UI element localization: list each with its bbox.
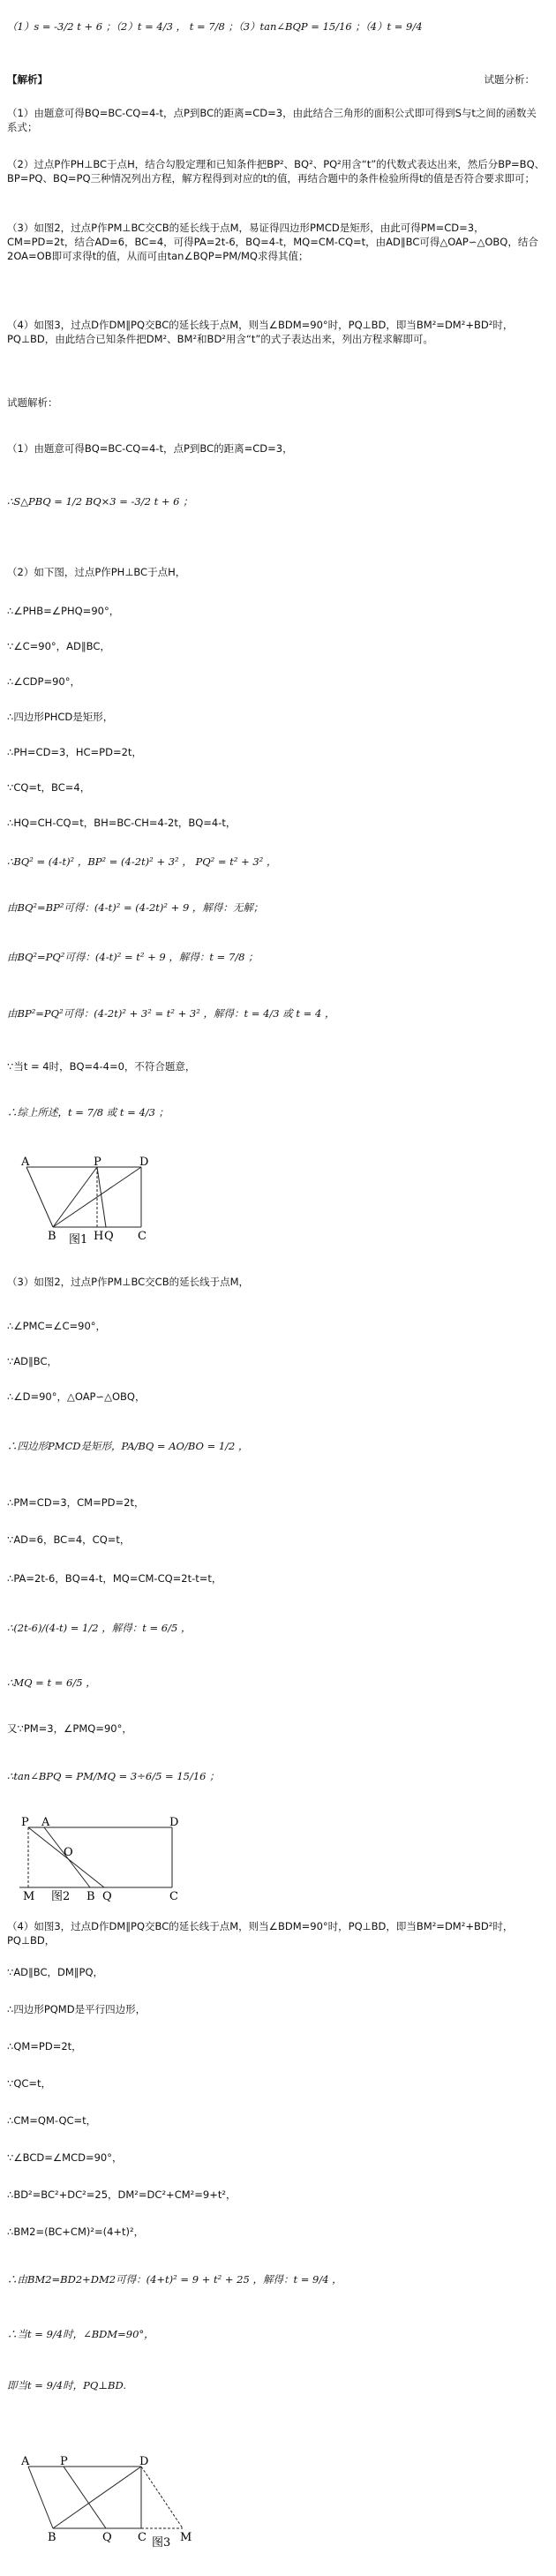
- part1-line1: （1）由题意可得BQ=BC-CQ=4-t，点P到BC的距离=CD=3，: [7, 442, 293, 455]
- part4-line8: ∴BD²=BC²+DC²=25，DM²=DC²+CM²=9+t²，: [7, 2188, 237, 2201]
- part4-line10: ∴由BM2=BD2+DM2可得：(4+t)² = 9 + t² + 25 ，解得：t = 9/4 ，: [7, 2273, 342, 2286]
- fig1-label-b: B: [48, 1230, 56, 1243]
- fig2-label-a: A: [41, 1817, 50, 1829]
- fig1-label-q: Q: [104, 1230, 114, 1243]
- fig1-label-d: D: [139, 1156, 149, 1169]
- fig3-label-p: P: [60, 2455, 68, 2468]
- fig1-label-h: H: [94, 1230, 104, 1243]
- part4-line3: ∴四边形PQMD是平行四边形，: [7, 2003, 147, 2015]
- part2-line14: ∴综上所述，t = 7/8 或 t = 4/3 ；: [7, 1106, 169, 1119]
- fig2-label-p: P: [21, 1817, 29, 1829]
- analysis-2: （2）过点P作PH⊥BC于点H，结合勾股定理和已知条件把BP²、BQ²、PQ²用含“t”的代数式表达出来，然后分BP=BQ、BP=PQ、BQ=PQ三种情况列出方程，解方程得到对应的t的值，再结合题中的条件检验所得t的值是否符合要求即可；: [7, 158, 545, 185]
- fig2-label-d: D: [169, 1817, 179, 1829]
- part2-line4: ∴∠CDP=90°，: [7, 675, 80, 688]
- figure-2: [18, 1817, 185, 1905]
- part4-line2: ∵AD∥BC，DM∥PQ，: [7, 1966, 104, 1978]
- analysis-header: 【解析】: [7, 73, 48, 86]
- part3-line11: 又∵PM=3，∠PMQ=90°，: [7, 1722, 132, 1735]
- fig3-caption: 图3: [152, 2536, 171, 2550]
- fig3-label-m: M: [180, 2531, 192, 2544]
- part3-line12: ∴tan∠BPQ = PM/MQ = 3÷6/5 = 15/16 ；: [7, 1770, 220, 1782]
- part2-line5: ∴四边形PHCD是矩形，: [7, 711, 114, 723]
- part4-line1: （4）如图3，过点D作DM∥PQ交BC的延长线于点M，则当∠BDM=90°时，PQ⊥BD，即当BM²=DM²+BD²时，PQ⊥BD，: [7, 1920, 514, 1947]
- part2-line3: ∵∠C=90°，AD∥BC，: [7, 640, 110, 652]
- fig3-label-a: A: [21, 2455, 30, 2468]
- analysis-4: （4）如图3，过点D作DM∥PQ交BC的延长线于点M，则当∠BDM=90°时，PQ⊥BD，即当BM²=DM²+BD²时，PQ⊥BD，由此结合已知条件把DM²、BM²和BD²用含“t”的式子表达出来，列出方程求解即可。: [7, 319, 514, 345]
- fig1-label-p: P: [94, 1156, 101, 1169]
- analysis-1: （1）由题意可得BQ=BC-CQ=4-t，点P到BC的距离=CD=3，由此结合三角形的面积公式即可得到S与t之间的函数关系式；: [7, 107, 537, 133]
- fig1-caption: 图1: [69, 1233, 88, 1245]
- part3-line6: ∴PM=CD=3，CM=PD=2t，: [7, 1496, 145, 1509]
- fig2-label-c: C: [169, 1890, 178, 1903]
- part3-line3: ∵AD∥BC，: [7, 1355, 58, 1367]
- fig1-label-c: C: [138, 1230, 147, 1243]
- part2-line13: ∵当t = 4时，BQ=4-4=0，不符合题意，: [7, 1060, 196, 1073]
- fig2-caption: 图2: [51, 1890, 71, 1903]
- part4-line4: ∴QM=PD=2t，: [7, 2040, 82, 2053]
- part2-line2: ∴∠PHB=∠PHQ=90°，: [7, 605, 120, 617]
- fig2-label-q: Q: [102, 1890, 112, 1903]
- part3-line10: ∴MQ = t = 6/5 ，: [7, 1676, 96, 1689]
- fig3-label-q: Q: [102, 2531, 112, 2544]
- part2-line8: ∴HQ=CH-CQ=t，BH=BC-CH=4-2t，BQ=4-t，: [7, 817, 237, 829]
- part4-line11: ∴当t = 9/4时，∠BDM=90°，: [7, 2328, 154, 2340]
- analysis-3: （3）如图2，过点P作PM⊥BC交CB的延长线于点M，易证得四边形PMCD是矩形，由此可得PM=CD=3，CM=PD=2t，结合AD=6，BC=4，可得PA=2t-6，BQ=4-t，MQ=CM-CQ=t，由AD∥BC可得△OAP∽△OBQ，结合2OA=OB即可求得t的值，从而可由tan∠BQP=PM/MQ求得其值；: [7, 222, 538, 262]
- fig3-label-d: D: [139, 2455, 149, 2468]
- part2-line9: ∴BQ² = (4-t)² ，BP² = (4-2t)² + 3² ， PQ² = t² + 3² ，: [7, 855, 277, 868]
- part3-line2: ∴∠PMC=∠C=90°，: [7, 1320, 107, 1332]
- part2-line12: 由BP²=PQ²可得：(4-2t)² + 3² = t² + 3² ，解得：t = 4/3 或 t = 4 ，: [7, 1007, 335, 1020]
- part3-line7: ∵AD=6，BC=4，CQ=t，: [7, 1533, 131, 1546]
- answer-line: （1）s = -3/2 t + 6 ；（2）t = 4/3 ， t = 7/8 ；（3）tan∠BQP = 15/16 ；（4）t = 9/4: [7, 20, 423, 33]
- part4-line12: 即当t = 9/4时，PQ⊥BD.: [7, 2379, 126, 2391]
- fig1-label-a: A: [21, 1156, 30, 1169]
- part2-line10: 由BQ²=BP²可得：(4-t)² = (4-2t)² + 9 ，解得：无解；: [7, 901, 264, 914]
- fig2-label-b: B: [86, 1890, 95, 1903]
- analysis-subheader: 试题分析：: [484, 73, 535, 86]
- part1-line2: ∴S△PBQ = 1/2 BQ×3 = -3/2 t + 6 ；: [7, 495, 193, 508]
- part2-line1: （2）如下图，过点P作PH⊥BC于点H，: [7, 566, 186, 578]
- fig3-label-b: B: [48, 2531, 56, 2544]
- fig2-label-m: M: [23, 1890, 35, 1903]
- part3-line1: （3）如图2，过点P作PM⊥BC交CB的延长线于点M，: [7, 1276, 249, 1288]
- part3-line8: ∴PA=2t-6，BQ=4-t，MQ=CM-CQ=2t-t=t，: [7, 1572, 222, 1585]
- part2-line6: ∴PH=CD=3，HC=PD=2t，: [7, 746, 142, 758]
- part4-line6: ∴CM=QM-QC=t，: [7, 2114, 97, 2127]
- fig3-label-c: C: [138, 2531, 147, 2544]
- solution-title: 试题解析：: [7, 396, 58, 409]
- part2-line11: 由BQ²=PQ²可得：(4-t)² = t² + 9 ，解得：t = 7/8 ；: [7, 951, 259, 963]
- part3-line4: ∴∠D=90°，△OAP∽△OBQ，: [7, 1390, 146, 1403]
- figure-1: [18, 1156, 150, 1245]
- part2-line7: ∵CQ=t，BC=4，: [7, 781, 91, 794]
- part4-line5: ∵QC=t，: [7, 2077, 52, 2090]
- part3-line5: ∴四边形PMCD是矩形，PA/BQ = AO/BO = 1/2 ，: [7, 1440, 249, 1452]
- part4-line9: ∴BM2=(BC+CM)²=(4+t)²，: [7, 2226, 145, 2238]
- part4-line7: ∵∠BCD=∠MCD=90°，: [7, 2151, 123, 2164]
- part3-line9: ∴(2t-6)/(4-t) = 1/2 ，解得：t = 6/5 ，: [7, 1622, 192, 1634]
- fig2-label-o: O: [64, 1846, 73, 1859]
- figure-3: [11, 2454, 214, 2551]
